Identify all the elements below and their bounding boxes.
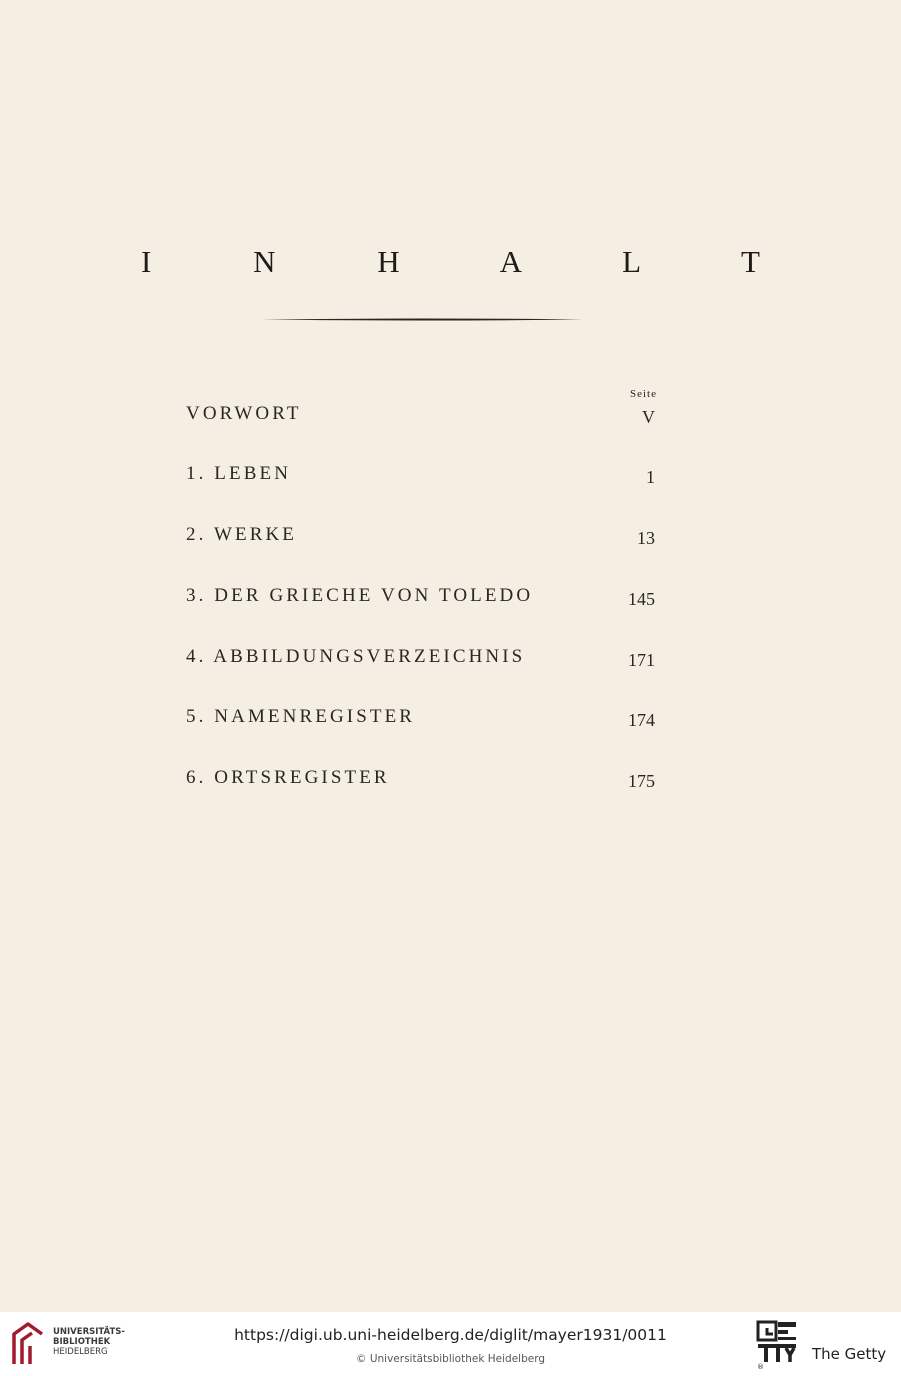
page-title: I N H A L T [141,244,807,279]
getty-logo[interactable] [756,1320,798,1370]
toc-entry-page: 1 [646,467,655,487]
partner-name: The Getty [812,1345,887,1363]
toc-entry-namenregister[interactable] [186,706,657,736]
toc-entry-label: 3. DER GRIECHE VON TOLEDO [186,585,534,606]
library-name-line3: HEIDELBERG [53,1347,108,1357]
toc-entry-page: 13 [637,528,655,548]
toc-entry-page: V [642,407,655,427]
toc-entry-werke[interactable] [186,524,657,554]
registered-mark: ® [757,1363,764,1370]
toc-entry-vorwort[interactable] [186,403,657,433]
toc-entry-label: 6. ORTSREGISTER [186,767,390,788]
copyright-notice: © Universitätsbibliothek Heidelberg [355,1353,545,1365]
toc-entry-label: 5. NAMENREGISTER [186,706,416,727]
toc-entry-abbildungsverzeichnis[interactable] [186,646,657,676]
page-column-header: Seite [630,388,657,400]
toc-entry-label: 4. ABBILDUNGSVERZEICHNIS [186,646,526,667]
toc-entry-label: 2. WERKE [186,524,297,545]
toc-entry-leben[interactable] [186,463,657,493]
title-rule [262,318,583,321]
toc-entry-page: 171 [628,650,655,670]
library-name-line2: BIBLIOTHEK [53,1337,111,1347]
toc-entry-page: 145 [628,589,655,609]
toc-entry-page: 175 [628,771,655,791]
toc-entry-ortsregister[interactable] [186,767,657,797]
toc-entry-page: 174 [628,710,655,730]
toc-entry-label: 1. LEBEN [186,463,292,484]
library-name-line1: UNIVERSITÄTS- [53,1327,125,1337]
viewer-footer [0,1312,901,1376]
permalink-url[interactable]: https://digi.ub.uni-heidelberg.de/diglit/mayer1931/0011 [234,1326,667,1344]
toc-entry-label: VORWORT [186,403,302,424]
toc-entry-der-grieche-von-toledo[interactable] [186,585,657,615]
